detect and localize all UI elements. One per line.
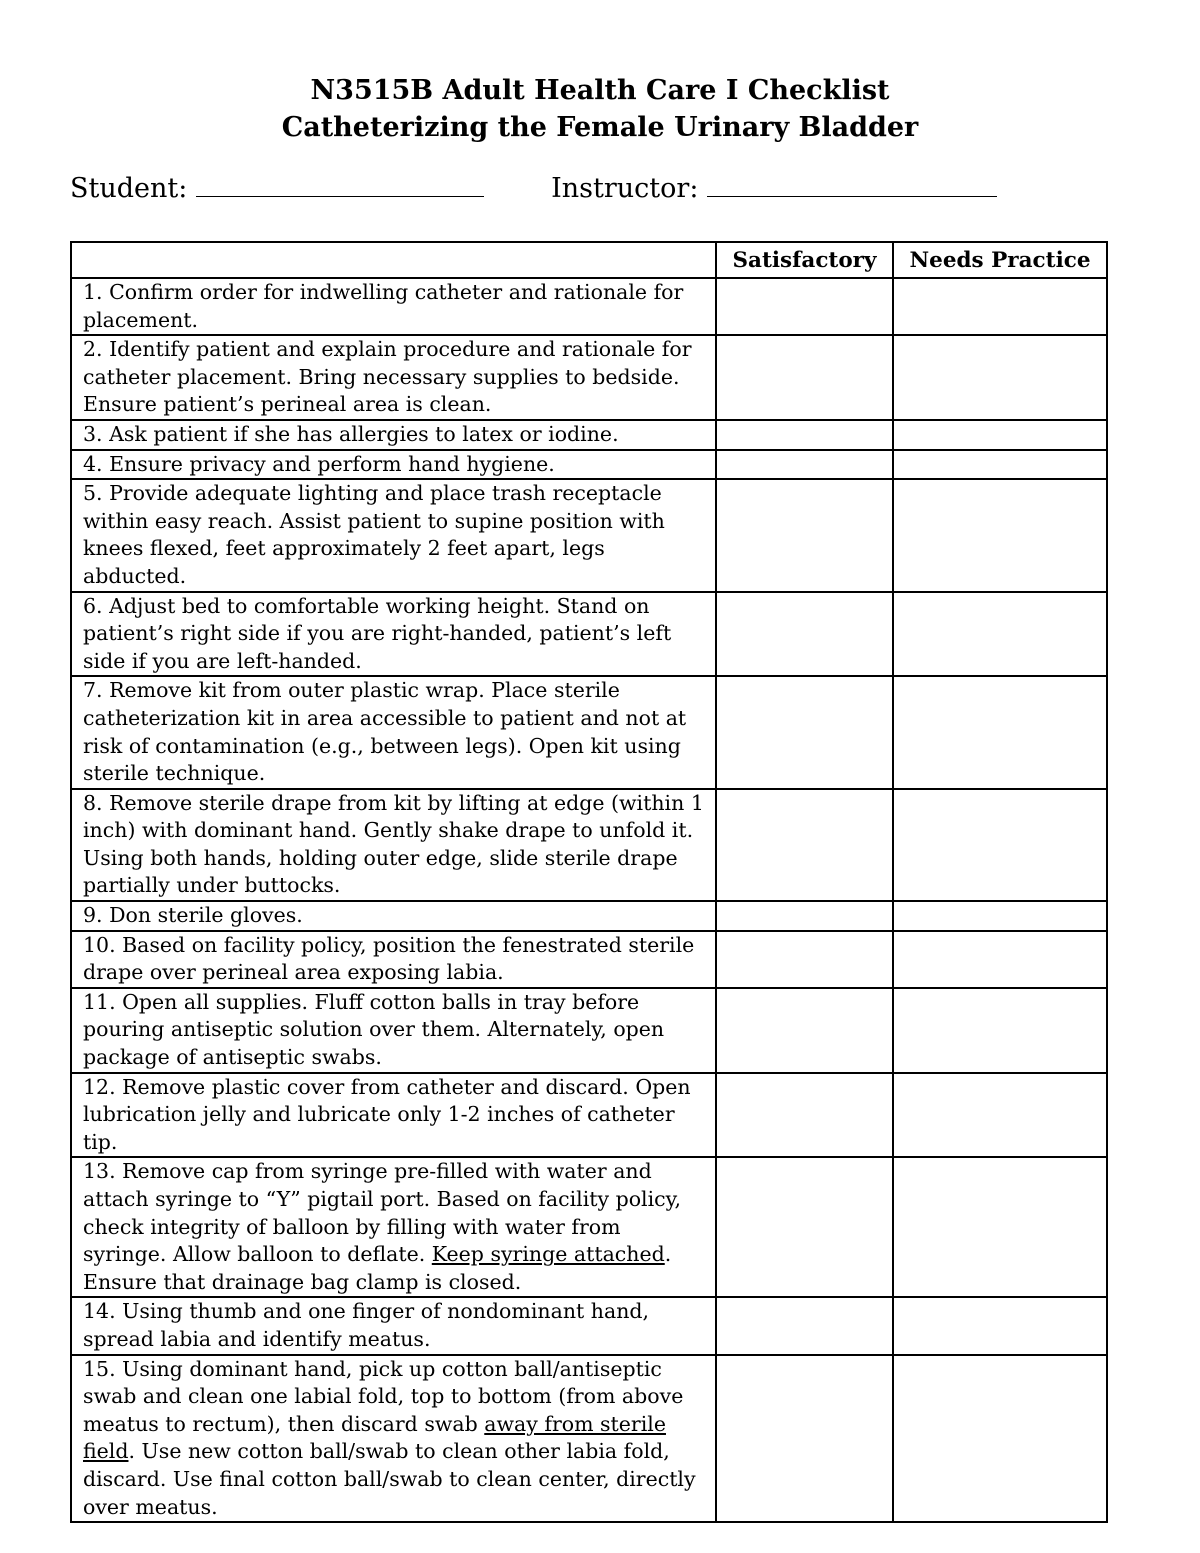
step-text-part: . Use new cotton ball/swab to clean other labia fold, discard. Use final cotton ball/swab to clean center, directly over meatus. <box>83 1439 696 1519</box>
table-row <box>71 901 1107 931</box>
step-text: 9. Don sterile gloves. <box>71 901 716 931</box>
satisfactory-cell[interactable] <box>716 789 893 901</box>
instructor-name-blank[interactable] <box>707 170 997 197</box>
satisfactory-cell[interactable] <box>716 335 893 420</box>
needs-practice-cell[interactable] <box>893 1297 1107 1354</box>
table-row <box>71 450 1107 480</box>
name-fields <box>70 170 1070 207</box>
step-text: 4. Ensure privacy and perform hand hygiene. <box>71 450 716 480</box>
step-text-underlined: Keep syringe attached <box>431 1242 665 1267</box>
title-line-1: N3515B Adult Health Care I Checklist <box>310 75 890 106</box>
needs-practice-cell[interactable] <box>893 479 1107 591</box>
document-title <box>0 72 1200 146</box>
needs-practice-cell[interactable] <box>893 676 1107 788</box>
satisfactory-cell[interactable] <box>716 420 893 450</box>
step-text-part: . Ensure that drainage bag clamp is closed. <box>83 1242 672 1294</box>
instructor-label: Instructor: <box>551 173 699 204</box>
satisfactory-cell[interactable] <box>716 479 893 591</box>
satisfactory-cell[interactable] <box>716 1355 893 1523</box>
title-line-2: Catheterizing the Female Urinary Bladder <box>281 112 919 143</box>
step-text: 7. Remove kit from outer plastic wrap. Place sterile catheterization kit in area accessible to patient and not at risk of contamination (e.g., between legs). Open kit using sterile technique. <box>71 676 716 788</box>
table-row <box>71 420 1107 450</box>
step-text: 2. Identify patient and explain procedure and rationale for catheter placement. Bring necessary supplies to bedside. Ensure patient’s perineal area is clean. <box>71 335 716 420</box>
header-step <box>71 242 716 278</box>
step-text <box>71 1157 716 1297</box>
satisfactory-cell[interactable] <box>716 901 893 931</box>
student-name-blank[interactable] <box>196 170 484 197</box>
satisfactory-cell[interactable] <box>716 1073 893 1158</box>
needs-practice-cell[interactable] <box>893 1157 1107 1297</box>
satisfactory-cell[interactable] <box>716 676 893 788</box>
step-text-part: 15. Using dominant hand, pick up cotton ball/antiseptic swab and clean one labial fold, top to bottom (from above meatus to rectum), then discard swab <box>83 1356 684 1436</box>
satisfactory-cell[interactable] <box>716 1157 893 1297</box>
header-needs-practice: Needs Practice <box>893 242 1107 278</box>
step-text: 6. Adjust bed to comfortable working height. Stand on patient’s right side if you are right-handed, patient’s left side if you are left-handed. <box>71 592 716 677</box>
needs-practice-cell[interactable] <box>893 901 1107 931</box>
table-row <box>71 479 1107 591</box>
step-text <box>71 1355 716 1523</box>
step-text-part: 13. Remove cap from syringe pre-filled with water and attach syringe to “Y” pigtail port. Based on facility policy, check integrity of balloon by filling with water from syringe. Allow balloon to deflate. <box>83 1159 682 1267</box>
table-row <box>71 592 1107 677</box>
table-row <box>71 676 1107 788</box>
needs-practice-cell[interactable] <box>893 592 1107 677</box>
step-text: 11. Open all supplies. Fluff cotton balls in tray before pouring antiseptic solution over them. Alternately, open package of antiseptic swabs. <box>71 988 716 1073</box>
satisfactory-cell[interactable] <box>716 450 893 480</box>
needs-practice-cell[interactable] <box>893 420 1107 450</box>
needs-practice-cell[interactable] <box>893 988 1107 1073</box>
satisfactory-cell[interactable] <box>716 278 893 335</box>
needs-practice-cell[interactable] <box>893 450 1107 480</box>
step-text: 3. Ask patient if she has allergies to latex or iodine. <box>71 420 716 450</box>
needs-practice-cell[interactable] <box>893 931 1107 988</box>
satisfactory-cell[interactable] <box>716 1297 893 1354</box>
table-row <box>71 278 1107 335</box>
table-row <box>71 1355 1107 1523</box>
student-label: Student: <box>70 173 188 204</box>
step-text-underlined: away from sterile field <box>83 1411 666 1464</box>
table-row <box>71 931 1107 988</box>
table-row <box>71 1157 1107 1297</box>
step-text: 14. Using thumb and one finger of nondominant hand, spread labia and identify meatus. <box>71 1297 716 1354</box>
step-text: 8. Remove sterile drape from kit by lifting at edge (within 1 inch) with dominant hand. Gently shake drape to unfold it. Using both hands, holding outer edge, slide sterile drape partially under buttocks. <box>71 789 716 901</box>
table-row <box>71 1073 1107 1158</box>
table-row <box>71 1297 1107 1354</box>
step-text: 10. Based on facility policy, position the fenestrated sterile drape over perineal area exposing labia. <box>71 931 716 988</box>
needs-practice-cell[interactable] <box>893 335 1107 420</box>
table-row <box>71 789 1107 901</box>
checklist-table <box>70 241 1108 1523</box>
needs-practice-cell[interactable] <box>893 1355 1107 1523</box>
satisfactory-cell[interactable] <box>716 988 893 1073</box>
table-header-row <box>71 242 1107 278</box>
satisfactory-cell[interactable] <box>716 931 893 988</box>
needs-practice-cell[interactable] <box>893 1073 1107 1158</box>
satisfactory-cell[interactable] <box>716 592 893 677</box>
needs-practice-cell[interactable] <box>893 789 1107 901</box>
step-text: 12. Remove plastic cover from catheter and discard. Open lubrication jelly and lubricate only 1-2 inches of catheter tip. <box>71 1073 716 1158</box>
step-text: 5. Provide adequate lighting and place trash receptacle within easy reach. Assist patient to supine position with knees flexed, feet approximately 2 feet apart, legs abducted. <box>71 479 716 591</box>
needs-practice-cell[interactable] <box>893 278 1107 335</box>
table-row <box>71 988 1107 1073</box>
header-satisfactory: Satisfactory <box>716 242 893 278</box>
step-text: 1. Confirm order for indwelling catheter and rationale for placement. <box>71 278 716 335</box>
table-row <box>71 335 1107 420</box>
